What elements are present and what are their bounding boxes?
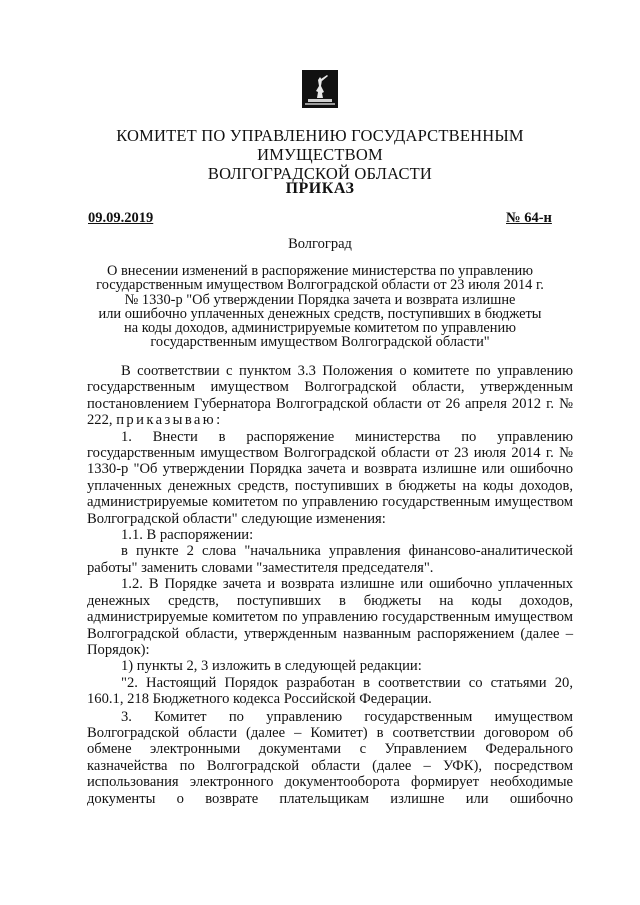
document-type-title: ПРИКАЗ	[285, 180, 355, 197]
body-paragraph-3: 3. Комитет по управлению государственным имуществом Волгоградской области (далее – Комитет) в соответствии договором об обмене электронными документами с Управлением Федерального казначейства по Волгоградской области (далее – УФК), посредством использования электронного документооборота формирует необходимые документы о возврате плательщикам излишне или ошибочно	[87, 708, 573, 807]
body-paragraph-1-2a: 1) пункты 2, 3 изложить в следующей редакции:	[121, 658, 422, 675]
document-body	[87, 363, 573, 807]
body-paragraph-1-2: 1.2. В Порядке зачета и возврата излишне или ошибочно уплаченных денежных средств, поступивших в бюджеты на коды доходов, администрируемые комитетом по управлению государственным имуществом Волгоградской области, утвержденным названным распоряжением (далее – Порядок):	[87, 576, 573, 658]
intro-text: В соответствии с пунктом 3.3 Положения о комитете по управлению государственным имуществом Волгоградской области, утвержденным постановлением Губернатора Волгоградской области от 26 апреля 2012 г. № 222,	[87, 363, 573, 429]
committee-name-line2: ВОЛГОГРАДСКОЙ ОБЛАСТИ	[207, 164, 433, 183]
subject-line: государственным имуществом Волгоградской области"	[150, 334, 490, 351]
body-paragraph-1-1: 1.1. В распоряжении:	[121, 527, 254, 544]
body-paragraph-1-1a: в пункте 2 слова "начальника управления финансово-аналитической работы" заменить словами "заместителя председателя".	[87, 543, 573, 576]
motherland-statue-icon	[302, 70, 338, 108]
document-number: № 64-н	[506, 210, 552, 226]
subject-line: на коды доходов, администрируемые комитетом по управлению	[124, 320, 516, 337]
subject-line: или ошибочно уплаченных денежных средств, поступивших в бюджеты	[98, 305, 542, 322]
body-paragraph-1-2b: "2. Настоящий Порядок разработан в соответствии со статьями 20, 160.1, 218 Бюджетного кодекса Российской Федерации.	[87, 674, 573, 708]
subject-line: государственным имуществом Волгоградской области от 23 июля 2014 г.	[96, 277, 544, 294]
committee-name-line1: КОМИТЕТ ПО УПРАВЛЕНИЮ ГОСУДАРСТВЕННЫМ ИМУЩЕСТВОМ	[116, 126, 524, 164]
issue-city: Волгоград	[288, 236, 352, 252]
committee-name	[60, 126, 580, 183]
subject-line: № 1330-р "Об утверждении Порядка зачета и возврата излишне	[124, 291, 516, 308]
document-date: 09.09.2019	[88, 210, 154, 226]
subject-line: О внесении изменений в распоряжение министерства по управлению	[107, 263, 533, 279]
order-keyword: приказываю:	[116, 412, 223, 429]
body-paragraph-intro	[87, 363, 573, 429]
coat-of-arms-emblem	[302, 70, 338, 108]
body-paragraph-1: 1. Внести в распоряжение министерства по управлению государственным имуществом Волгоградской области от 23 июля 2014 г. № 1330-р "Об утверждении Порядка зачета и возврата излишне или ошибочно уплаченных денежных средств, поступивших в бюджеты на коды доходов, администрируемые комитетом по управлению государственным имуществом Волгоградской области" следующие изменения:	[87, 428, 573, 527]
document-subject	[80, 264, 560, 350]
